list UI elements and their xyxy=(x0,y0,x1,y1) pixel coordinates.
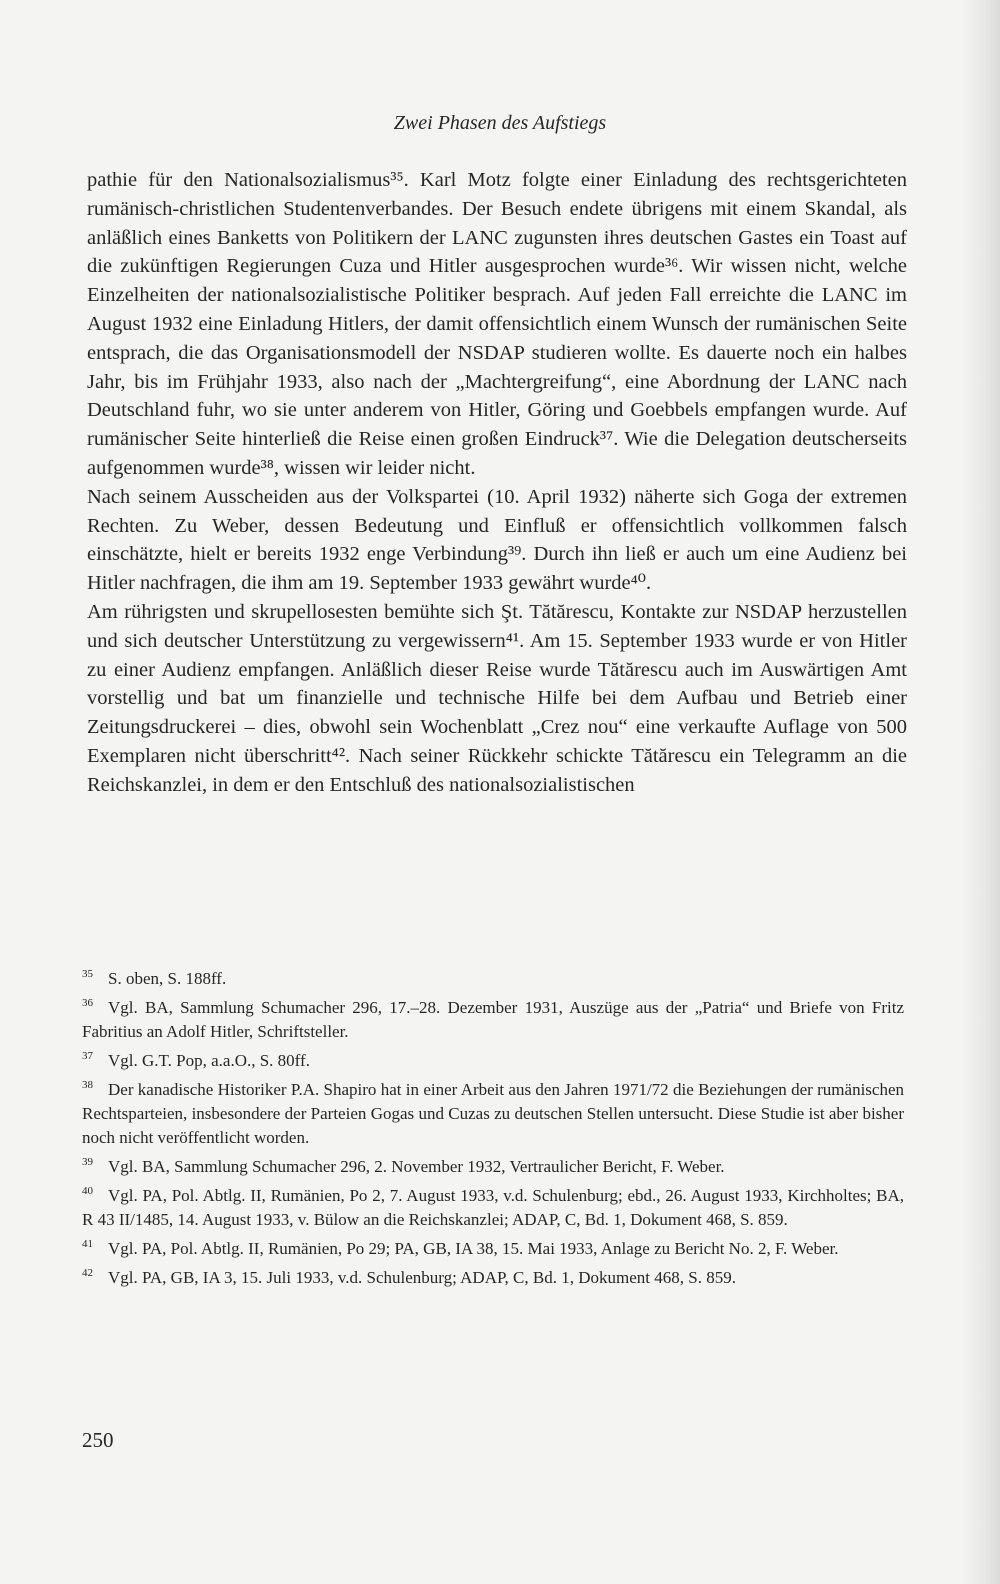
footnote-number: 38 xyxy=(82,1079,93,1091)
page-number: 250 xyxy=(82,1428,114,1452)
paragraph: Nach seinem Ausscheiden aus der Volkspartei (10. April 1932) näherte sich Goga der extremen Rechten. Zu Weber, dessen Bedeutung und Einfluß er offensichtlich vollkommen falsch einschätzte, hielt er bereits 1932 enge Verbindung³⁹. Durch ihn ließ er auch um eine Audienz bei Hitler nachfragen, die ihm am 19. September 1933 gewährt wurde⁴⁰. xyxy=(87,485,907,595)
footnote-text: Vgl. G.T. Pop, a.a.O., S. 80ff. xyxy=(108,1051,310,1070)
footnote xyxy=(82,962,904,991)
footnote xyxy=(82,1044,904,1073)
footnote-number: 39 xyxy=(82,1156,93,1168)
body-text xyxy=(87,166,907,800)
paragraph: Am rührigsten und skrupellosesten bemühte sich Şt. Tătărescu, Kontakte zur NSDAP herzustellen und sich deutscher Unterstützung zu vergewissern⁴¹. Am 15. September 1933 wurde er von Hitler zu einer Audienz empfangen. Anläßlich dieser Reise wurde Tătărescu auch im Auswärtigen Amt vorstellig und bat um finanzielle und technische Hilfe bei dem Aufbau und Betrieb einer Zeitungsdruckerei – dies, obwohl sein Wochenblatt „Crez nou“ eine verkaufte Auflage von 500 Exemplaren nicht überschritt⁴². Nach seiner Rückkehr schickte Tătărescu ein Telegramm an die Reichskanzlei, in dem er den Entschluß des nationalsozialistischen xyxy=(87,600,907,796)
footnote xyxy=(82,1232,904,1261)
footnote-number: 36 xyxy=(82,997,93,1009)
footnote-text: Vgl. PA, Pol. Abtlg. II, Rumänien, Po 2, 7. August 1933, v.d. Schulenburg; ebd., 26. August 1933, Kirchholtes; BA, R 43 II/1485, 14. August 1933, v. Bülow an die Reichskanzlei; ADAP, C, Bd. 1, Dokument 468, S. 859. xyxy=(82,1186,904,1229)
page-edge-shadow xyxy=(962,0,1000,1584)
footnote xyxy=(82,1261,904,1290)
footnote-text: Vgl. PA, Pol. Abtlg. II, Rumänien, Po 29; PA, GB, IA 38, 15. Mai 1933, Anlage zu Bericht No. 2, F. Weber. xyxy=(108,1239,839,1258)
footnotes xyxy=(82,962,904,1290)
footnote-text: Der kanadische Historiker P.A. Shapiro hat in einer Arbeit aus den Jahren 1971/72 die Beziehungen der rumänischen Rechtsparteien, insbesondere der Parteien Gogas und Cuzas zu deutschen Stellen untersucht. Diese Studie ist aber bisher noch nicht veröffentlicht worden. xyxy=(82,1080,904,1147)
footnote-number: 37 xyxy=(82,1050,93,1062)
footnote xyxy=(82,1150,904,1179)
footnote-number: 41 xyxy=(82,1238,93,1250)
footnote xyxy=(82,1073,904,1150)
footnote-number: 42 xyxy=(82,1267,93,1279)
footnote-number: 35 xyxy=(82,968,93,980)
footnote-text: Vgl. BA, Sammlung Schumacher 296, 17.–28. Dezember 1931, Auszüge aus der „Patria“ und Briefe von Fritz Fabritius an Adolf Hitler, Schriftsteller. xyxy=(82,998,904,1041)
paragraph: pathie für den Nationalsozialismus³⁵. Karl Motz folgte einer Einladung des rechtsgerichteten rumänisch-christlichen Studentenverbandes. Der Besuch endete übrigens mit einem Skandal, als anläßlich eines Banketts von Politikern der LANC zugunsten ihres deutschen Gastes ein Toast auf die zukünftigen Regierungen Cuza und Hitler ausgesprochen wurde³⁶. Wir wissen nicht, welche Einzelheiten der nationalsozialistische Politiker besprach. Auf jeden Fall erreichte die LANC im August 1932 eine Einladung Hitlers, der damit offensichtlich einem Wunsch der rumänischen Seite entsprach, die das Organisationsmodell der NSDAP studieren wollte. Es dauerte noch ein halbes Jahr, bis im Frühjahr 1933, also nach der „Machtergreifung“, eine Abordnung der LANC nach Deutschland fuhr, wo sie unter anderem von Hitler, Göring und Goebbels empfangen wurde. Auf rumänischer Seite hinterließ die Reise einen großen Eindruck³⁷. Wie die Delegation deutscherseits aufgenommen wurde³⁸, wissen wir leider nicht. xyxy=(87,169,907,479)
footnote-text: S. oben, S. 188ff. xyxy=(108,969,227,988)
footnote-text: Vgl. PA, GB, IA 3, 15. Juli 1933, v.d. Schulenburg; ADAP, C, Bd. 1, Dokument 468, S. 859. xyxy=(108,1268,736,1287)
running-head: Zwei Phasen des Aufstiegs xyxy=(393,112,607,134)
footnote xyxy=(82,1179,904,1232)
footnote-number: 40 xyxy=(82,1185,93,1197)
footnote-text: Vgl. BA, Sammlung Schumacher 296, 2. November 1932, Vertraulicher Bericht, F. Weber. xyxy=(108,1157,725,1176)
footnote xyxy=(82,991,904,1044)
